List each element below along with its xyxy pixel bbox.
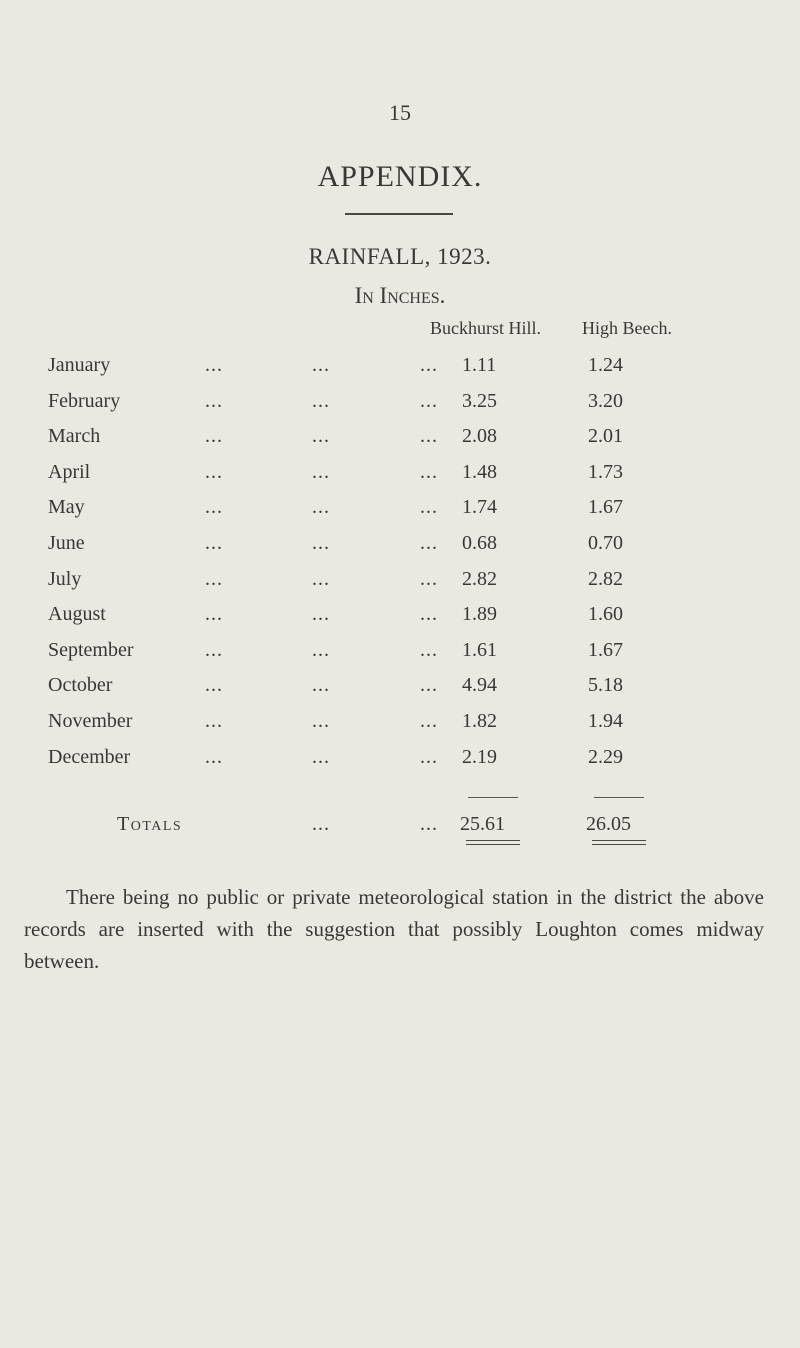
value-buckhurst-hill: 1.82 — [462, 710, 497, 732]
leader-dots: ... — [205, 532, 223, 554]
month-label: October — [48, 674, 113, 697]
leader-dots: ... — [205, 603, 223, 626]
value-buckhurst-hill: 1.89 — [462, 603, 497, 626]
value-buckhurst-hill: 1.48 — [462, 460, 497, 483]
title-divider — [345, 213, 453, 215]
total-double-rule-high-beech — [592, 840, 646, 845]
leader-dots: ... — [205, 567, 223, 590]
leader-dots: ... — [420, 603, 438, 626]
table-row — [0, 603, 800, 639]
leader-dots: ... — [420, 638, 438, 661]
appendix-title: APPENDIX. — [317, 160, 483, 193]
month-label: February — [48, 389, 121, 412]
value-high-beech: 1.67 — [588, 638, 623, 661]
rainfall-title: RAINFALL, 1923. — [308, 244, 492, 269]
value-high-beech: 1.24 — [588, 354, 623, 376]
month-label: August — [48, 603, 106, 626]
leader-dots: ... — [205, 354, 223, 376]
value-high-beech: 1.60 — [588, 603, 623, 626]
leader-dots: ... — [312, 532, 330, 554]
subtotal-rule-buckhurst — [468, 797, 518, 798]
leader-dots: ... — [312, 567, 330, 590]
leader-dots: ... — [312, 603, 330, 626]
table-row — [0, 746, 800, 782]
leader-dots: ... — [420, 813, 438, 835]
value-high-beech: 2.82 — [588, 567, 623, 590]
month-label: June — [48, 532, 85, 554]
value-high-beech: 2.29 — [588, 745, 623, 768]
leader-dots: ... — [205, 674, 223, 697]
value-high-beech: 5.18 — [588, 674, 623, 697]
table-row — [0, 461, 800, 497]
table-row — [0, 496, 800, 532]
month-label: January — [48, 354, 111, 376]
value-buckhurst-hill: 2.19 — [462, 745, 497, 768]
leader-dots: ... — [420, 496, 438, 519]
totals-label: Totals — [117, 813, 183, 835]
value-high-beech: 0.70 — [588, 532, 623, 554]
value-buckhurst-hill: 2.08 — [462, 425, 497, 448]
value-buckhurst-hill: 3.25 — [462, 389, 497, 412]
value-high-beech: 1.73 — [588, 460, 623, 483]
leader-dots: ... — [420, 674, 438, 697]
leader-dots: ... — [205, 389, 223, 412]
total-high-beech: 26.05 — [586, 813, 631, 835]
leader-dots: ... — [312, 813, 330, 835]
month-label: November — [48, 710, 133, 732]
leader-dots: ... — [420, 745, 438, 768]
subtotal-rule-high-beech — [594, 797, 644, 798]
value-buckhurst-hill: 2.82 — [462, 567, 497, 590]
value-high-beech: 1.94 — [588, 710, 623, 732]
value-high-beech: 3.20 — [588, 389, 623, 412]
leader-dots: ... — [312, 389, 330, 412]
column-header-high-beech: High Beech. — [582, 318, 672, 338]
value-high-beech: 1.67 — [588, 496, 623, 519]
month-label: April — [48, 460, 91, 483]
leader-dots: ... — [312, 460, 330, 483]
table-row — [0, 674, 800, 710]
value-buckhurst-hill: 0.68 — [462, 532, 497, 554]
month-label: May — [48, 496, 85, 519]
value-buckhurst-hill: 1.11 — [462, 354, 497, 376]
leader-dots: ... — [312, 354, 330, 376]
leader-dots: ... — [205, 710, 223, 732]
leader-dots: ... — [312, 674, 330, 697]
leader-dots: ... — [420, 567, 438, 590]
total-double-rule-buckhurst — [466, 840, 520, 845]
leader-dots: ... — [205, 460, 223, 483]
leader-dots: ... — [420, 460, 438, 483]
month-label: March — [48, 425, 101, 448]
leader-dots: ... — [205, 638, 223, 661]
leader-dots: ... — [312, 745, 330, 768]
column-header-buckhurst-hill: Buckhurst Hill. — [430, 318, 541, 338]
table-row — [0, 568, 800, 604]
table-row — [0, 354, 800, 390]
value-buckhurst-hill: 1.61 — [462, 638, 497, 661]
table-row — [0, 532, 800, 568]
page-number: 15 — [389, 100, 411, 125]
leader-dots: ... — [420, 354, 438, 376]
leader-dots: ... — [205, 496, 223, 519]
month-label: September — [48, 638, 134, 661]
value-buckhurst-hill: 1.74 — [462, 496, 497, 519]
table-row — [0, 390, 800, 426]
leader-dots: ... — [205, 745, 223, 768]
table-row — [0, 639, 800, 675]
value-high-beech: 2.01 — [588, 425, 623, 448]
total-buckhurst-hill: 25.61 — [460, 813, 505, 835]
table-row — [0, 425, 800, 461]
leader-dots: ... — [420, 710, 438, 732]
footnote-paragraph: There being no public or private meteorological station in the district the above records are inserted with the suggestion that possibly Loughton comes midway between. — [24, 885, 764, 973]
table-row — [0, 710, 800, 746]
leader-dots: ... — [205, 425, 223, 448]
leader-dots: ... — [420, 389, 438, 412]
month-label: December — [48, 745, 131, 768]
month-label: July — [48, 567, 82, 590]
leader-dots: ... — [420, 425, 438, 448]
value-buckhurst-hill: 4.94 — [462, 674, 497, 697]
units-subtitle: In Inches. — [354, 283, 446, 308]
leader-dots: ... — [312, 638, 330, 661]
leader-dots: ... — [312, 710, 330, 732]
leader-dots: ... — [420, 532, 438, 554]
leader-dots: ... — [312, 425, 330, 448]
leader-dots: ... — [312, 496, 330, 519]
